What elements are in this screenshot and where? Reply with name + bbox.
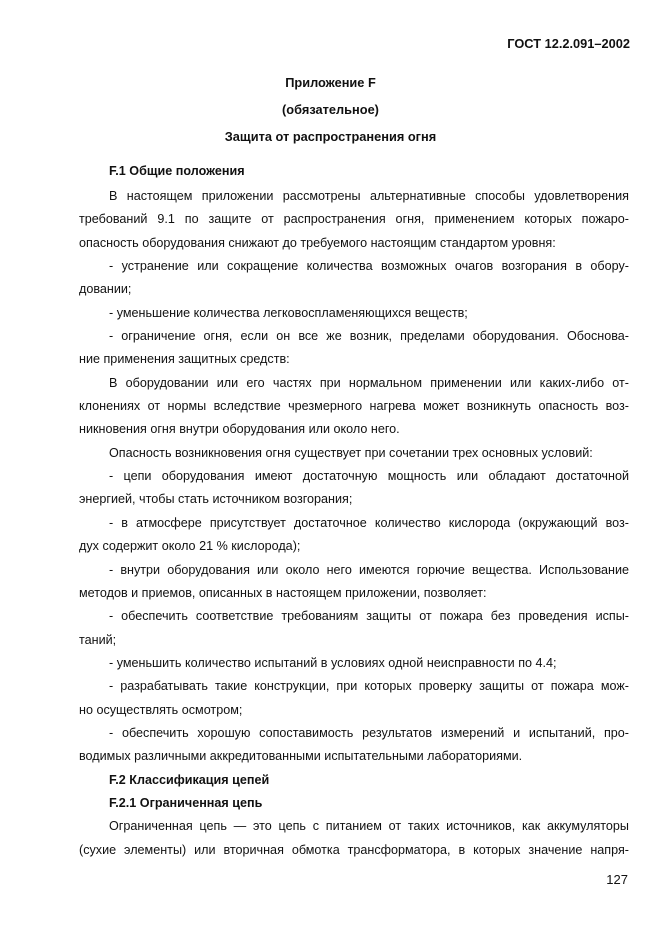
text-line: довании;	[79, 282, 132, 297]
list-item: - разрабатывать такие конструкции, при которых проверку защиты от пожара мож-	[109, 679, 629, 694]
list-item: - устранение или сокращение количества возможных очагов возгорания в обору-	[109, 259, 629, 274]
annex-status: (обязательное)	[282, 102, 379, 117]
list-item: - обеспечить соответствие требованиям защиты от пожара без проведения испы-	[109, 609, 629, 624]
text-line: энергией, чтобы стать источником возгорания;	[79, 492, 353, 507]
text-line: В настоящем приложении рассмотрены альтернативные способы удовлетворения	[109, 189, 629, 203]
text-line: но осуществлять осмотром;	[79, 702, 243, 717]
text-line: методов и приемов, описанных в настоящем приложении, позволяет:	[79, 585, 487, 600]
list-item: - уменьшить количество испытаний в условиях одной неисправности по 4.4;	[109, 655, 557, 670]
text-line: ние применения защитных средств:	[79, 352, 290, 367]
annex-subject: Защита от распространения огня	[224, 129, 437, 144]
text-line: никновения огня внутри оборудования или около него.	[79, 422, 400, 437]
text-line: Ограниченная цепь — это цепь с питанием от таких источников, как аккумуляторы	[109, 819, 629, 834]
text-line: дух содержит около 21 % кислорода);	[79, 539, 301, 554]
list-item: - обеспечить хорошую сопоставимость результатов измерений и испытаний, про-	[109, 725, 629, 740]
list-item: - внутри оборудования или около него имеются горючие вещества. Использование	[109, 562, 629, 577]
list-item: - уменьшение количества легковоспламеняющихся веществ;	[109, 305, 468, 320]
text-line: требований 9.1 по защите от распространения огня, применением которых пожаро-	[79, 212, 629, 227]
text-line: Опасность возникновения огня существует при сочетании трех основных условий:	[109, 445, 593, 460]
standard-number: ГОСТ 12.2.091–2002	[507, 36, 630, 51]
text-line: опасность оборудования снижают до требуемого настоящим стандартом уровня:	[79, 235, 556, 250]
body-text	[79, 185, 629, 862]
list-item: - цепи оборудования имеют достаточную мощность или обладают достаточной	[109, 469, 629, 484]
text-line: таний;	[79, 632, 117, 647]
text-line: водимых различными аккредитованными испытательными лабораториями.	[79, 749, 523, 764]
list-item: - в атмосфере присутствует достаточное количество кислорода (окружающий воз-	[109, 515, 629, 530]
section-heading-f2: F.2 Классификация цепей	[109, 772, 270, 787]
section-heading-f2-1: F.2.1 Ограниченная цепь	[109, 795, 263, 810]
list-item: - ограничение огня, если он все же возник, пределами оборудования. Обоснова-	[109, 329, 629, 344]
text-line: В оборудовании или его частях при нормальном применении или каких-либо от-	[109, 375, 629, 390]
section-heading-f1: F.1 Общие положения	[109, 164, 245, 178]
text-line: (сухие элементы) или вторичная обмотка трансформатора, в которых значение напря-	[79, 842, 629, 857]
annex-title: Приложение F	[285, 75, 376, 90]
page-number: 127	[606, 872, 628, 887]
text-line: клонениях от нормы вследствие чрезмерного нагрева может возникнуть опасность воз-	[79, 399, 629, 414]
